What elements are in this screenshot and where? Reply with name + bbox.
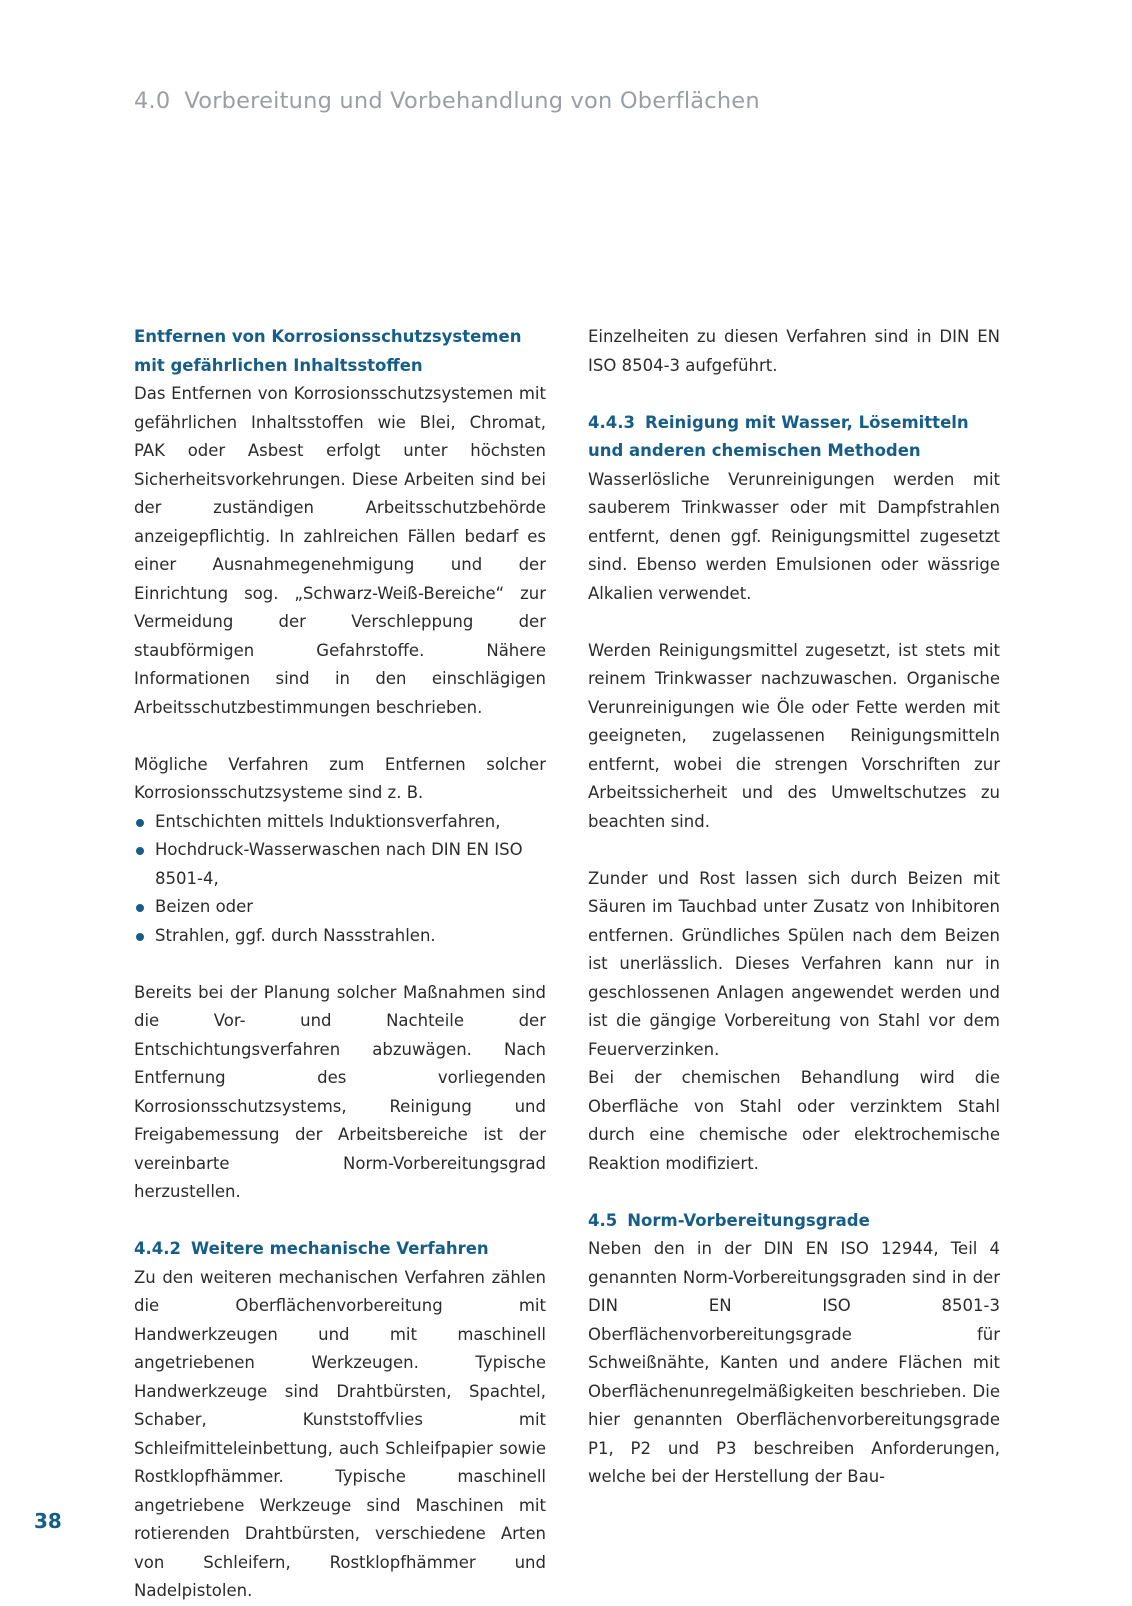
- chapter-title: [134, 88, 760, 114]
- right-column: [588, 323, 1000, 1492]
- bullet-icon: [136, 819, 144, 827]
- page-number: 38: [34, 1509, 62, 1533]
- paragraph-4-4-3-4: Bei der chemischen Behandlung wird die Oberfläche von Stahl oder verzinktem Stahl durch eine chemische oder elektrochemische Reaktion modifiziert.: [588, 1068, 1000, 1173]
- bullet-icon: [136, 933, 144, 941]
- heading-4-4-3: [588, 409, 1000, 466]
- left-column: [134, 323, 546, 1606]
- removal-paragraph-2: Mögliche Verfahren zum Entfernen solcher Korrosionsschutzsysteme sind z. B.: [134, 754, 546, 802]
- list-item: Beizen oder: [134, 893, 546, 922]
- chapter-title-text: Vorbereitung und Vorbehandlung von Oberflächen: [184, 88, 760, 114]
- heading-4-5: [588, 1207, 1000, 1236]
- chapter-number: 4.0: [134, 88, 171, 114]
- heading-4-4-2: [134, 1235, 546, 1264]
- paragraph-4-4-2: Zu den weiteren mechanischen Verfahren zählen die Oberflächenvorbereitung mit Handwerkzeugen und mit maschinell angetriebenen Werkzeugen. Typische Handwerkzeuge sind Drahtbürsten, Spachtel, Schaber, Kunststoffvlies mit Schleifmitteleinbettung, auch Schleifpapier sowie Rostklopfhämmer. Typische maschinell angetriebene Werkzeuge sind Maschinen mit rotierenden Drahtbürsten, verschiedene Arten von Schleifern, Rostklopfhämmer und Nadelpistolen.: [134, 1267, 546, 1600]
- intro-paragraph: Einzelheiten zu diesen Verfahren sind in DIN EN ISO 8504-3 aufgeführt.: [588, 327, 1000, 375]
- section-number: 4.4.3: [588, 412, 635, 432]
- removal-paragraph-1: Das Entfernen von Korrosionsschutzsystemen mit gefährlichen Inhaltsstoffen wie Blei, Chromat, PAK oder Asbest erfolgt unter höchsten Sicherheitsvorkehrungen. Diese Arbeiten sind bei der zuständigen Arbeitsschutzbehörde anzeigepflichtig. In zahlreichen Fällen bedarf es einer Ausnahmegenehmigung und der Einrichtung sog. „Schwarz-Weiß-Bereiche“ zur Vermeidung der Verschleppung der staubförmigen Gefahrstoffe. Nähere Informationen sind in den einschlägigen Arbeitsschutzbestimmungen beschrieben.: [134, 384, 546, 717]
- paragraph-4-4-3-3: Zunder und Rost lassen sich durch Beizen mit Säuren im Tauchbad unter Zusatz von Inhibitoren entfernen. Gründliches Spülen nach dem Beizen ist unerlässlich. Dieses Verfahren kann nur in geschlossenen Anlagen angewendet werden und ist die gängige Vorbereitung von Stahl vor dem Feuerverzinken.: [588, 868, 1000, 1059]
- section-title: Weitere mechanische Verfahren: [190, 1239, 489, 1258]
- paragraph-4-5: Neben den in der DIN EN ISO 12944, Teil 4 genannten Norm-Vorbereitungsgraden sind in der DIN EN ISO 8501-3 Oberflächenvorbereitungsgrade für Schweißnähte, Kanten und andere Flächen mit Oberflächenunregelmäßigkeiten beschrieben. Die hier genannten Oberflächenvorbereitungsgrade P1, P2 und P3 beschreiben Anforderungen, welche bei der Herstellung der Bau-: [588, 1239, 1000, 1486]
- removal-method-list: [134, 808, 546, 951]
- section-title-line1: Reinigung mit Wasser, Lösemitteln: [644, 412, 969, 432]
- bullet-icon: [136, 847, 144, 855]
- section-number: 4.5: [588, 1210, 618, 1230]
- heading-removal-line2: mit gefährlichen Inhaltsstoffen: [134, 355, 423, 375]
- list-item: Strahlen, ggf. durch Nassstrahlen.: [134, 922, 546, 951]
- list-item: Hochdruck-Wasserwaschen nach DIN EN ISO 8501-4,: [134, 836, 546, 893]
- paragraph-4-4-3-1: Wasserlösliche Verunreinigungen werden mit sauberem Trinkwasser oder mit Dampfstrahlen entfernt, denen ggf. Reinigungsmittel zugesetzt sind. Ebenso werden Emulsionen oder wässrige Alkalien verwendet.: [588, 469, 1000, 603]
- list-item: Entschichten mittels Induktionsverfahren,: [134, 808, 546, 837]
- removal-paragraph-3: Bereits bei der Planung solcher Maßnahmen sind die Vor- und Nachteile der Entschichtungsverfahren abzuwägen. Nach Entfernung des vorliegenden Korrosionsschutzsystems, Reinigung und Freigabemessung der Arbeitsbereiche ist der vereinbarte Norm-Vorbereitungsgrad herzustellen.: [134, 982, 546, 1201]
- bullet-icon: [136, 904, 144, 912]
- section-title-line2: und anderen chemischen Methoden: [588, 441, 921, 460]
- section-number: 4.4.2: [134, 1239, 181, 1258]
- paragraph-4-4-3-2: Werden Reinigungsmittel zugesetzt, ist stets mit reinem Trinkwasser nachzuwaschen. Organische Verunreinigungen wie Öle oder Fette werden mit geeigneten, zugelassenen Reinigungsmitteln entfernt, wobei die strengen Vorschriften zur Arbeitssicherheit und des Umweltschutzes zu beachten sind.: [588, 640, 1000, 831]
- section-title: Norm-Vorbereitungsgrade: [627, 1210, 870, 1230]
- heading-removal-line1: Entfernen von Korrosionsschutzsystemen: [134, 327, 522, 346]
- heading-removal: [134, 323, 546, 380]
